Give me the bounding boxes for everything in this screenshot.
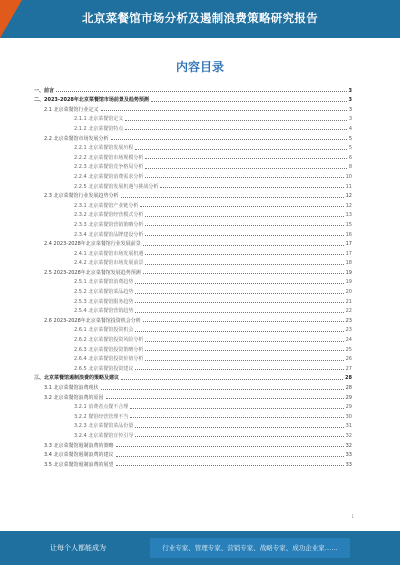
toc-leader-dots <box>125 128 347 130</box>
toc-entry[interactable] <box>34 94 352 104</box>
toc-entry[interactable] <box>34 372 352 382</box>
footer-slogan: 让每个人都能成为 <box>50 544 106 552</box>
toc-leader-dots <box>145 253 343 255</box>
toc-entry-page: 19 <box>345 269 352 276</box>
toc-leader-dots <box>56 90 347 92</box>
toc-heading: 内容目录 <box>175 60 224 74</box>
page-footer <box>0 531 400 565</box>
toc-entry-label: 3.2.1 消费者点餐不合理 <box>74 404 129 411</box>
toc-leader-dots <box>151 100 347 102</box>
toc-entry-page: 12 <box>345 193 352 200</box>
toc-entry-label: 2.6.1 北京菜餐馆投资机会 <box>74 327 134 334</box>
toc-entry-label: 3.5 北京菜餐馆遏制浪费的展望 <box>44 461 114 468</box>
toc-entry-label: 2.2.3 北京菜餐馆竞争格局分析 <box>74 164 144 171</box>
toc-entry-page: 17 <box>345 241 352 248</box>
toc-leader-dots <box>145 215 343 217</box>
toc-entry-page: 28 <box>345 375 352 382</box>
toc-entry[interactable] <box>34 285 352 295</box>
toc-leader-dots <box>140 205 343 207</box>
toc-leader-dots <box>160 186 343 188</box>
toc-entry[interactable] <box>34 449 352 459</box>
toc-entry-label: 2.4.2 北京菜餐馆市场发展前景 <box>74 260 144 267</box>
toc-entry-label: 2.4.1 北京菜餐馆市场发展机遇 <box>74 250 144 257</box>
toc-entry[interactable] <box>34 439 352 449</box>
toc-entry[interactable] <box>34 333 352 343</box>
toc-entry-label: 2.2.2 北京菜餐馆市场规模分析 <box>74 154 144 161</box>
toc-entry-page: 3 <box>348 116 352 123</box>
toc-entry-page: 5 <box>348 145 352 152</box>
toc-entry-label: 3.3 北京菜餐馆遏制浪费的策略 <box>44 442 114 449</box>
toc-entry-page: 26 <box>345 356 352 363</box>
toc-entry-page: 29 <box>345 394 352 401</box>
toc-entry-label: 2.3.2 北京菜餐馆经营模式分析 <box>74 212 144 219</box>
toc-entry-page: 23 <box>345 317 352 324</box>
toc-entry-label: 2.2 北京菜餐馆市场发展分析 <box>44 135 109 142</box>
toc-leader-dots <box>135 282 343 284</box>
toc-leader-dots <box>135 311 343 313</box>
toc-entry-page: 28 <box>345 385 352 391</box>
toc-entry[interactable] <box>34 429 352 439</box>
toc-entry-label: 2.3.1 北京菜餐馆产业链分析 <box>74 202 139 209</box>
toc-entry-label: 2.5.3 北京菜餐馆服务趋势 <box>74 298 134 305</box>
toc-entry-label: 2.4 2023-2028年北京菜餐馆行业发展前景 <box>44 241 141 248</box>
toc-leader-dots <box>135 426 343 428</box>
toc-leader-dots <box>135 435 343 437</box>
toc-entry-label: 2.5 2023-2028年北京菜餐馆发展趋势预测 <box>44 269 141 276</box>
toc-leader-dots <box>145 157 346 159</box>
toc-entry-page: 3 <box>348 106 352 113</box>
toc-entry[interactable] <box>34 276 352 286</box>
toc-entry[interactable] <box>34 218 352 228</box>
toc-leader-dots <box>145 167 346 169</box>
toc-leader-dots <box>145 340 343 342</box>
toc-leader-dots <box>145 224 343 226</box>
toc-entry-page: 33 <box>345 461 352 468</box>
toc-entry[interactable] <box>34 122 352 132</box>
toc-entry[interactable] <box>34 295 352 305</box>
toc-entry-label: 3.4 北京菜餐馆遏制浪费的建议 <box>44 452 114 459</box>
toc-entry-label: 2.6.5 北京菜餐馆投资建议 <box>74 365 134 372</box>
toc-leader-dots <box>145 263 343 265</box>
report-title: 北京菜餐馆市场分析及遏制浪费策略研究报告 <box>82 11 318 25</box>
toc-entry[interactable] <box>34 142 352 152</box>
toc-entry[interactable] <box>34 132 352 142</box>
toc-entry-page: 10 <box>345 173 352 180</box>
toc-entry[interactable] <box>34 401 352 411</box>
toc-entry-page: 32 <box>345 442 352 449</box>
toc-leader-dots <box>121 196 344 198</box>
toc-leader-dots <box>143 320 344 322</box>
toc-entry-label: 2.6.2 北京菜餐馆投资风险分析 <box>74 337 144 344</box>
toc-entry-label: 2.1.2 北京菜餐馆特点 <box>74 125 124 132</box>
toc-entry[interactable] <box>34 314 352 324</box>
toc-entry-label: 2.6 2023-2028年北京菜餐馆投资机会分析 <box>44 317 141 324</box>
toc-leader-dots <box>135 330 343 332</box>
toc-entry-page: 31 <box>345 423 352 430</box>
toc-entry[interactable] <box>34 209 352 219</box>
toc-entry-page: 32 <box>345 432 352 439</box>
toc-leader-dots <box>116 455 344 457</box>
toc-entry-page: 12 <box>345 202 352 209</box>
toc-entry-page: 5 <box>348 135 352 142</box>
toc-leader-dots <box>145 176 343 178</box>
toc-entry-page: 4 <box>348 125 352 132</box>
toc-leader-dots <box>116 464 344 466</box>
toc-entry-label: 2.2.1 北京菜餐馆发展历程 <box>74 145 134 152</box>
toc-entry-page: 18 <box>345 260 352 267</box>
toc-entry[interactable] <box>34 238 352 248</box>
toc-entry-page: 3 <box>348 87 352 94</box>
toc-leader-dots <box>143 272 344 274</box>
toc-entry-label: 2.1 北京菜餐馆行业定义 <box>44 106 99 113</box>
toc-entry-label: 2.5.2 北京菜餐馆菜品趋势 <box>74 289 134 296</box>
toc-entry-label: 一、前言 <box>34 87 55 94</box>
toc-entry[interactable] <box>34 362 352 372</box>
toc-entry-page: 25 <box>345 346 352 353</box>
toc-entry-label: 2.6.4 北京菜餐馆投资价值分析 <box>74 356 144 363</box>
toc-leader-dots <box>111 138 347 140</box>
toc-entry-label: 2.3 北京菜餐馆行业发展趋势分析 <box>44 193 119 200</box>
toc-entry-label: 2.2.4 北京菜餐馆消费需求分析 <box>74 173 144 180</box>
toc-entry-label: 2.2.5 北京菜餐馆发展机遇与挑战分析 <box>74 183 159 190</box>
toc-entry-page: 15 <box>345 221 352 228</box>
toc-entry-page: 20 <box>345 289 352 296</box>
toc-entry-page: 17 <box>345 250 352 257</box>
toc-leader-dots <box>145 349 343 351</box>
page-number: 1 <box>351 514 354 519</box>
toc-entry[interactable] <box>34 180 352 190</box>
toc-entry[interactable] <box>34 170 352 180</box>
toc-entry-page: 23 <box>345 327 352 334</box>
toc-entry[interactable] <box>34 247 352 257</box>
table-of-contents <box>34 84 352 468</box>
toc-entry-label: 2.1.1 北京菜餐馆定义 <box>74 116 124 123</box>
toc-entry-label: 2.5.1 北京菜餐馆消费趋势 <box>74 279 134 286</box>
toc-entry[interactable] <box>34 410 352 420</box>
toc-entry-label: 3.2.2 餐馆经营管理不当 <box>74 413 129 420</box>
toc-entry-label: 2.3.4 北京菜餐馆品牌建设分析 <box>74 231 144 238</box>
toc-entry-page: 30 <box>345 413 352 420</box>
toc-entry-label: 3.2.4 北京菜餐馆宣传引导 <box>74 432 134 439</box>
toc-entry-label: 三、北京菜餐馆遏制浪费的策略及建议 <box>34 375 120 382</box>
toc-leader-dots <box>121 378 343 380</box>
toc-entry[interactable] <box>34 324 352 334</box>
toc-leader-dots <box>143 244 344 246</box>
toc-entry[interactable] <box>34 353 352 363</box>
toc-leader-dots <box>145 359 343 361</box>
toc-entry[interactable] <box>34 84 352 94</box>
toc-entry-page: 6 <box>348 154 352 161</box>
toc-leader-dots <box>135 148 346 150</box>
toc-entry-page: 8 <box>348 164 352 171</box>
toc-leader-dots <box>116 445 344 447</box>
toc-entry[interactable] <box>34 113 352 123</box>
toc-entry-label: 3.2 北京菜餐馆浪费的原因 <box>44 394 104 401</box>
toc-entry[interactable] <box>34 151 352 161</box>
toc-entry[interactable] <box>34 266 352 276</box>
toc-entry-label: 二、2023-2028年北京菜餐馆市场前景及趋势预测 <box>34 97 149 104</box>
page-header <box>0 0 400 38</box>
toc-entry[interactable] <box>34 343 352 353</box>
toc-entry[interactable] <box>34 103 352 113</box>
toc-leader-dots <box>130 407 343 409</box>
toc-entry[interactable] <box>34 228 352 238</box>
toc-entry-label: 3.2.3 北京菜餐馆菜品份量 <box>74 423 134 430</box>
toc-entry[interactable] <box>34 305 352 315</box>
toc-entry-page: 27 <box>345 365 352 372</box>
toc-entry[interactable] <box>34 190 352 200</box>
toc-leader-dots <box>101 388 344 390</box>
toc-leader-dots <box>130 416 343 418</box>
toc-leader-dots <box>106 397 344 399</box>
toc-entry-page: 13 <box>345 212 352 219</box>
toc-entry-page: 21 <box>345 298 352 305</box>
toc-leader-dots <box>135 301 343 303</box>
toc-entry-page: 33 <box>345 452 352 459</box>
toc-leader-dots <box>145 234 343 236</box>
toc-entry[interactable] <box>34 420 352 430</box>
toc-leader-dots <box>101 109 347 111</box>
toc-leader-dots <box>135 292 343 294</box>
toc-entry-label: 2.6.3 北京菜餐馆投资策略分析 <box>74 346 144 353</box>
toc-entry[interactable] <box>34 381 352 391</box>
toc-entry[interactable] <box>34 161 352 171</box>
toc-entry-page: 29 <box>345 404 352 411</box>
toc-leader-dots <box>125 119 347 121</box>
toc-entry-page: 3 <box>348 97 352 104</box>
toc-entry[interactable] <box>34 458 352 468</box>
toc-entry-label: 3.1 北京菜餐馆浪费现状 <box>44 385 99 391</box>
footer-banner: 行业专家、管理专家、营销专家、战略专家、成功企业家…… <box>150 538 350 558</box>
toc-entry-page: 16 <box>345 231 352 238</box>
toc-leader-dots <box>135 368 343 370</box>
toc-entry-page: 11 <box>345 183 352 190</box>
toc-entry-page: 19 <box>345 279 352 286</box>
toc-entry-label: 2.5.4 北京菜餐馆营销趋势 <box>74 308 134 315</box>
toc-entry[interactable] <box>34 391 352 401</box>
toc-entry-page: 24 <box>345 337 352 344</box>
toc-entry-page: 22 <box>345 308 352 315</box>
toc-entry-label: 2.3.3 北京菜餐馆营销策略分析 <box>74 221 144 228</box>
toc-entry[interactable] <box>34 257 352 267</box>
toc-entry[interactable] <box>34 199 352 209</box>
